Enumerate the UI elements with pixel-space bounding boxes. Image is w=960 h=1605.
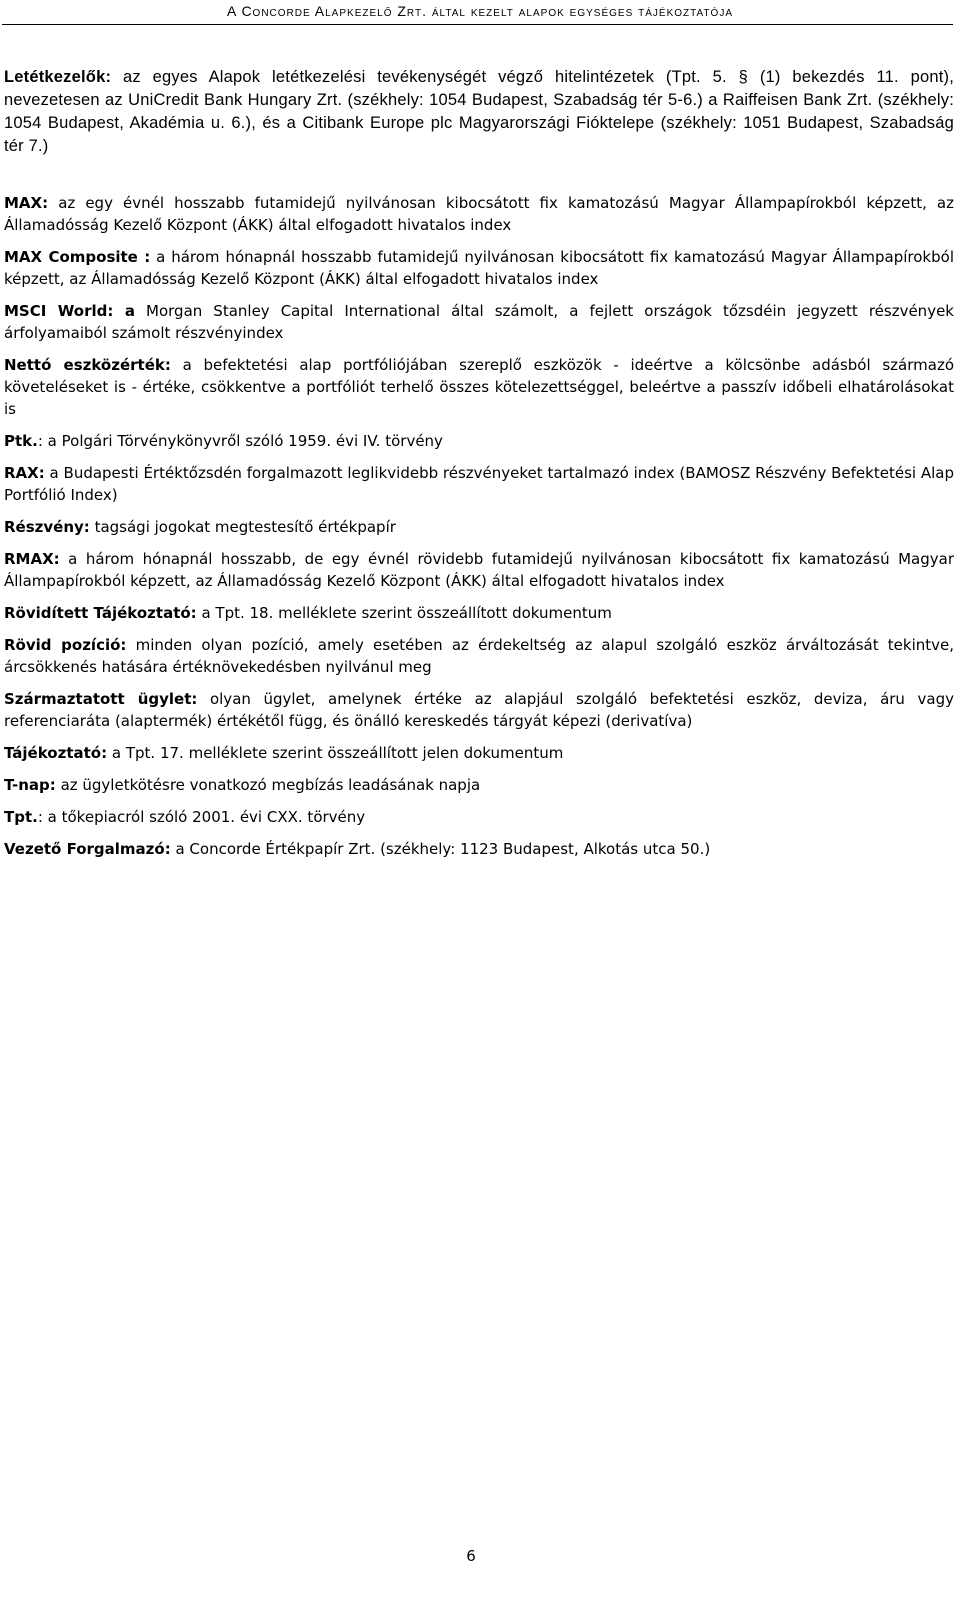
definition-netto-eszkozertek xyxy=(4,354,954,420)
definition-msci-world xyxy=(4,300,954,344)
definition-t-nap xyxy=(4,774,954,796)
definition-text: tagsági jogokat megtestesítő értékpapír xyxy=(89,518,396,536)
definition-tpt xyxy=(4,806,954,828)
definition-text: : a Polgári Törvénykönyvről szóló 1959. évi IV. törvény xyxy=(37,432,443,450)
definition-term: RAX: xyxy=(4,464,45,482)
definition-term: Letétkezelők: xyxy=(4,68,112,86)
definitions-list xyxy=(4,66,954,860)
definition-text: az ügyletkötésre vonatkozó megbízás leadásának napja xyxy=(55,776,481,794)
definition-max-composite xyxy=(4,246,954,290)
definition-term: Származtatott ügylet: xyxy=(4,690,198,708)
definition-text: minden olyan pozíció, amely esetében az érdekeltség az alapul szolgáló eszköz árváltozását tekintve, árcsökkenés hatására értéknövekedésben nyilvánul meg xyxy=(4,636,954,676)
definition-term: Tpt. xyxy=(4,808,38,826)
definition-tajekoztato xyxy=(4,742,954,764)
definition-szarmaztatott-ugylet xyxy=(4,688,954,732)
definition-text: a befektetési alap portfóliójában szereplő eszközök - ideértve a kölcsönbe adásból származó követeléseket is - értéke, csökkentve a portfóliót terhelő összes kötelezettséggel, beleértve a passzív időbeli elhatárolásokat is xyxy=(4,356,954,418)
definition-term: MAX: xyxy=(4,194,49,212)
header-divider xyxy=(2,24,953,25)
definition-term: Vezető Forgalmazó: xyxy=(4,840,171,858)
definition-rmax xyxy=(4,548,954,592)
definition-term: Rövid pozíció: xyxy=(4,636,127,654)
definition-text: a Concorde Értékpapír Zrt. (székhely: 1123 Budapest, Alkotás utca 50.) xyxy=(170,840,711,858)
definition-text: az egy évnél hosszabb futamidejű nyilvánosan kibocsátott fix kamatozású Magyar Állampapírokból képzett, az Államadósság Kezelő Központ (ÁKK) által elfogadott hivatalos index xyxy=(4,194,954,234)
page-number-text: 6 xyxy=(466,1547,476,1565)
definition-text: Morgan Stanley Capital International által számolt, a fejlett országok tőzsdéin jegyzett részvények árfolyamaiból számolt részvényindex xyxy=(4,302,954,342)
definition-term: Részvény: xyxy=(4,518,90,536)
definition-term: RMAX: xyxy=(4,550,60,568)
definition-term: Tájékoztató: xyxy=(4,744,108,762)
definition-text: a három hónapnál hosszabb, de egy évnél rövidebb futamidejű nyilvánosan kibocsátott fix kamatozású Magyar Állampapírokból képzett, az Államadósság Kezelő Központ (ÁKK) által elfogadott hivatalos index xyxy=(4,550,954,590)
definition-rovid-pozicio xyxy=(4,634,954,678)
page-header xyxy=(0,0,960,19)
definition-term: Nettó eszközérték: xyxy=(4,356,171,374)
definition-term: T-nap: xyxy=(4,776,56,794)
definition-term: Rövidített Tájékoztató: xyxy=(4,604,197,622)
header-title: A Concorde Alapkezelő Zrt. által kezelt alapok egységes tájékoztatója xyxy=(226,3,733,19)
definition-text: a Tpt. 18. melléklete szerint összeállított dokumentum xyxy=(196,604,612,622)
definition-text: : a tőkepiacról szóló 2001. évi CXX. törvény xyxy=(37,808,366,826)
definition-term: Ptk. xyxy=(4,432,38,450)
definition-max xyxy=(4,192,954,236)
definition-term: MSCI World: a xyxy=(4,302,135,320)
definition-rax xyxy=(4,462,954,506)
definition-text: a Tpt. 17. melléklete szerint összeállított jelen dokumentum xyxy=(107,744,564,762)
definition-text: a három hónapnál hosszabb futamidejű nyilvánosan kibocsátott fix kamatozású Magyar Állampapírokból képzett, az Államadósság Kezelő Központ (ÁKK) által elfogadott hivatalos index xyxy=(4,248,954,288)
definition-ptk xyxy=(4,430,954,452)
definition-term: MAX Composite : xyxy=(4,248,151,266)
definition-text: a Budapesti Értéktőzsdén forgalmazott leglikvidebb részvényeket tartalmazó index (BAMOSZ Részvény Befektetési Alap Portfólió Index) xyxy=(4,464,954,504)
definition-vezeto-forgalmazo xyxy=(4,838,954,860)
page-number xyxy=(0,1547,960,1565)
definition-rovidtett-tajekoztato xyxy=(4,602,954,624)
definition-reszveny xyxy=(4,516,954,538)
definition-letetkezelok xyxy=(4,66,954,158)
definition-text: az egyes Alapok letétkezelési tevékenységét végző hitelintézetek (Tpt. 5. § (1) bekezdés 11. pont), nevezetesen az UniCredit Bank Hungary Zrt. (székhely: 1054 Budapest, Szabadság tér 5-6.) a Raiffeisen Bank Zrt. (székhely: 1054 Budapest, Akadémia u. 6.), és a Citibank Europe plc Magyarországi Fióktelepe (székhely: 1051 Budapest, Szabadság tér 7.) xyxy=(4,68,954,155)
definition-text: olyan ügylet, amelynek értéke az alapjául szolgáló befektetési eszköz, deviza, áru vagy referenciaráta (alaptermék) értékétől függ, és önálló kereskedés tárgyát képezi (derivatíva) xyxy=(4,690,955,730)
